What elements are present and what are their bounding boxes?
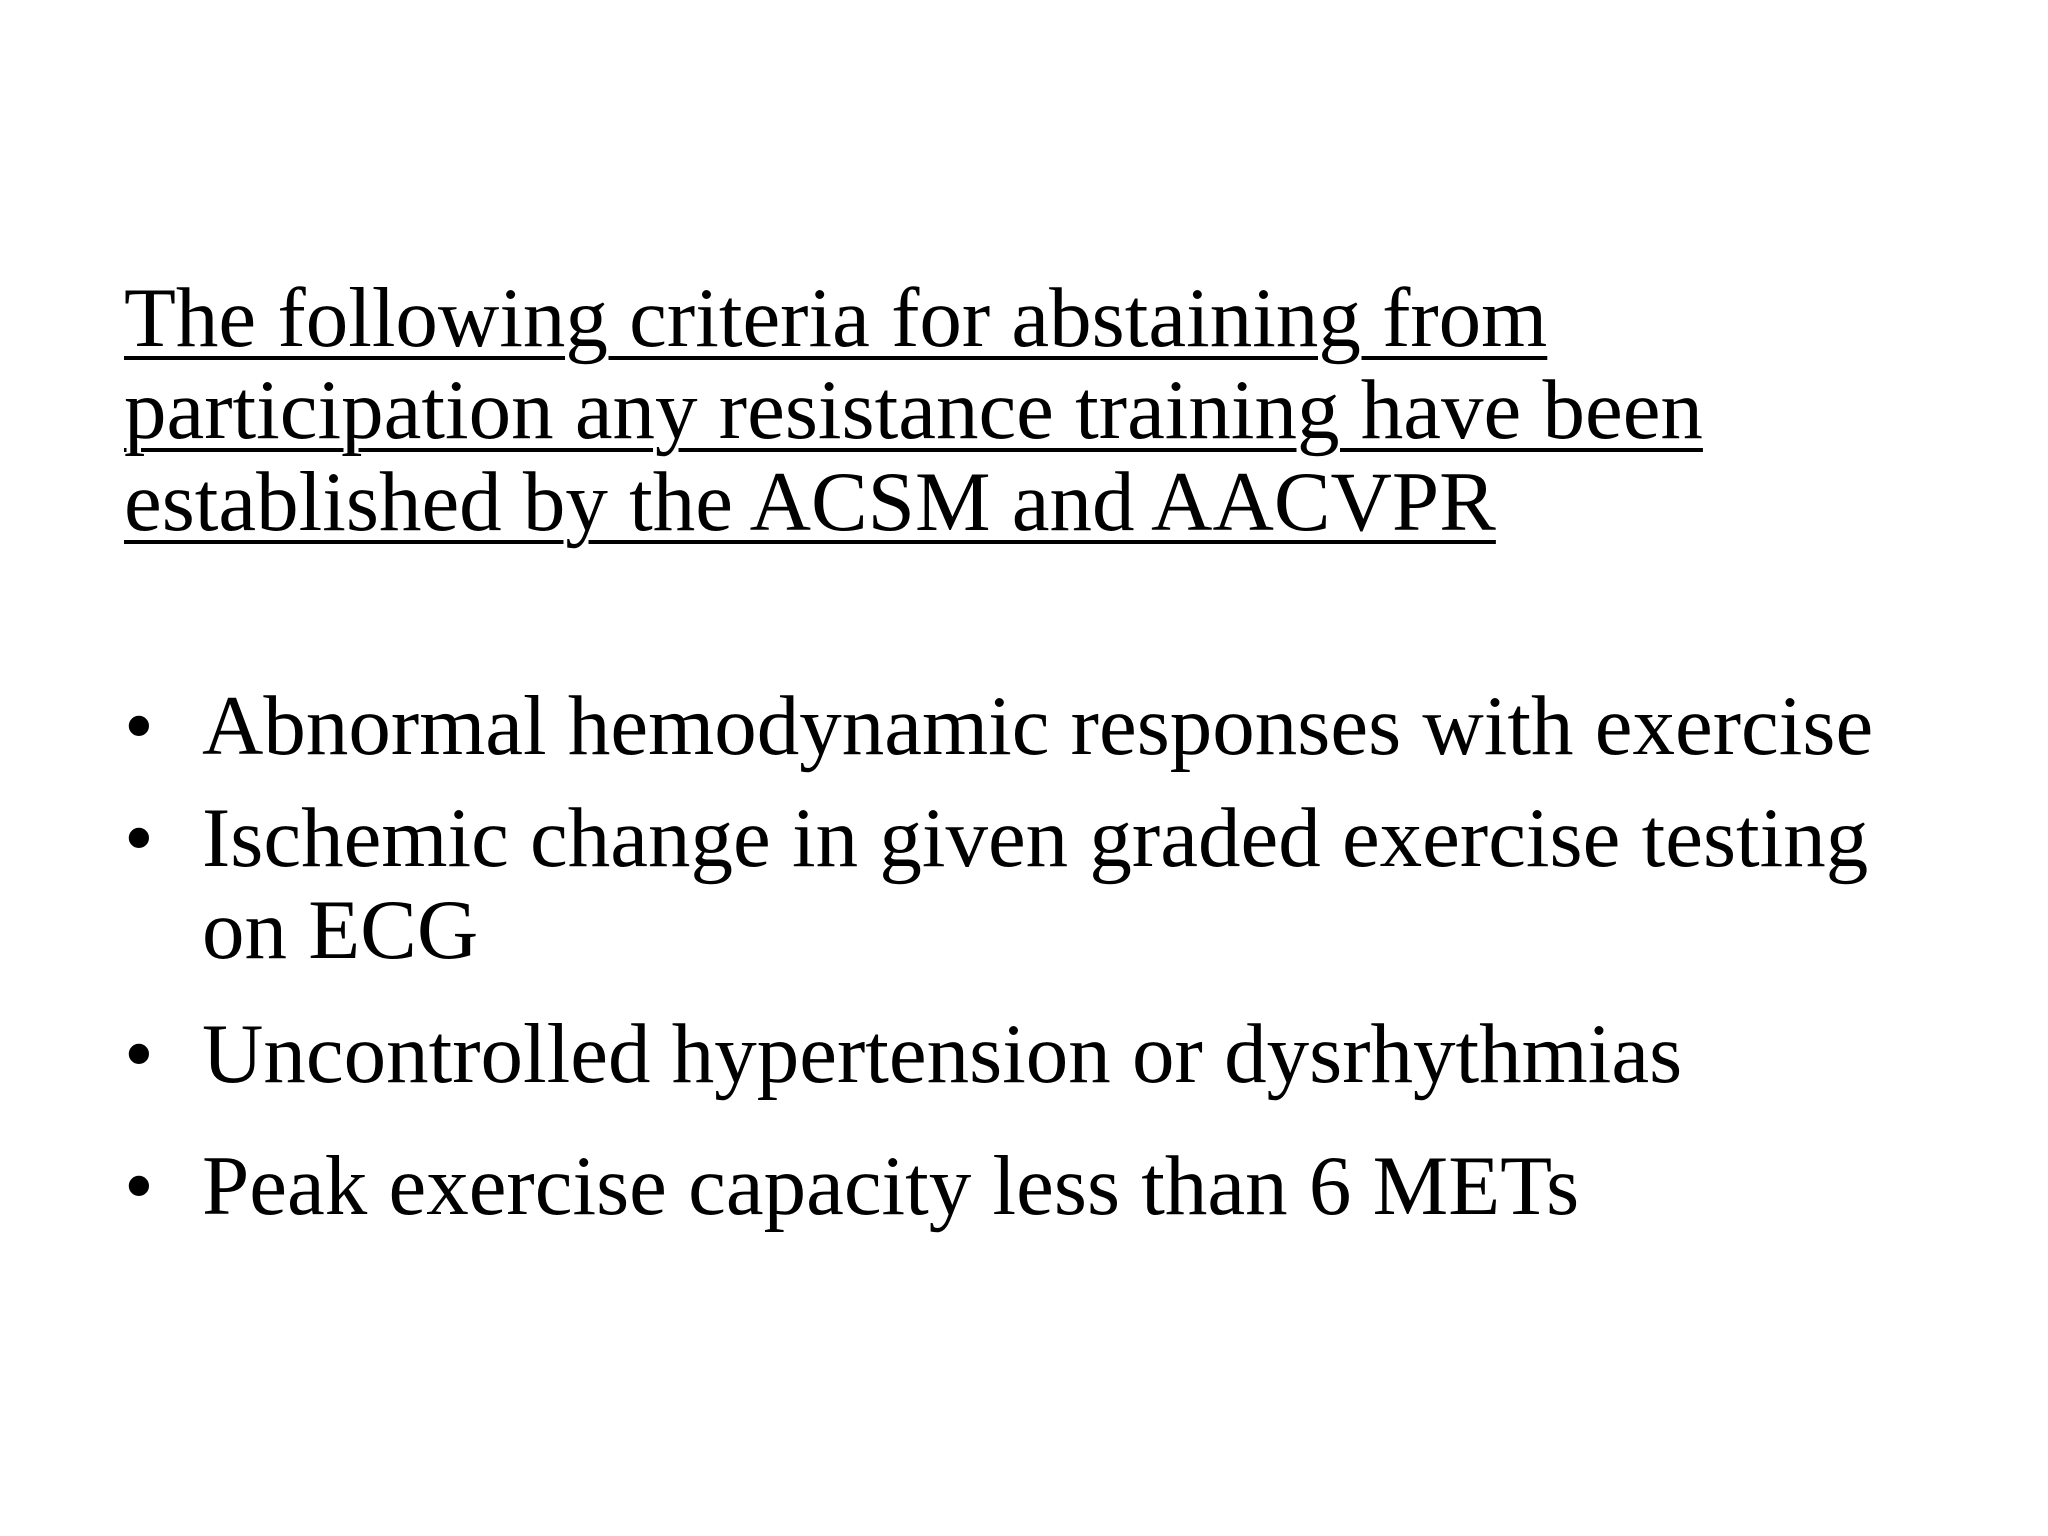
bullet-item (124, 792, 2004, 976)
bullet-text (202, 1140, 2004, 1232)
bullet-line: Uncontrolled hypertension or dysrhythmias (202, 1007, 1683, 1101)
bullet-text (202, 792, 2004, 976)
bullet-line: Ischemic change in given graded exercise testing (202, 791, 1869, 885)
bullet-text (202, 1008, 2004, 1100)
bullet-item (124, 680, 2004, 772)
bullet-icon: • (124, 791, 154, 885)
bullet-icon: • (124, 1139, 154, 1233)
heading-line: participation any resistance training have been (124, 363, 1703, 457)
bullet-item (124, 1140, 2004, 1232)
bullet-text (202, 680, 2004, 772)
bullet-line: Peak exercise capacity less than 6 METs (202, 1139, 1580, 1233)
heading-line: established by the ACSM and AACVPR (124, 455, 1496, 549)
heading-line: The following criteria for abstaining from (124, 271, 1548, 365)
bullet-icon: • (124, 1007, 154, 1101)
bullet-icon: • (124, 679, 154, 773)
bullet-list (124, 680, 2004, 1232)
bullet-line: on ECG (202, 883, 479, 977)
bullet-item (124, 1008, 2004, 1100)
slide-heading (124, 272, 1824, 548)
bullet-line: Abnormal hemodynamic responses with exercise (202, 679, 1874, 773)
